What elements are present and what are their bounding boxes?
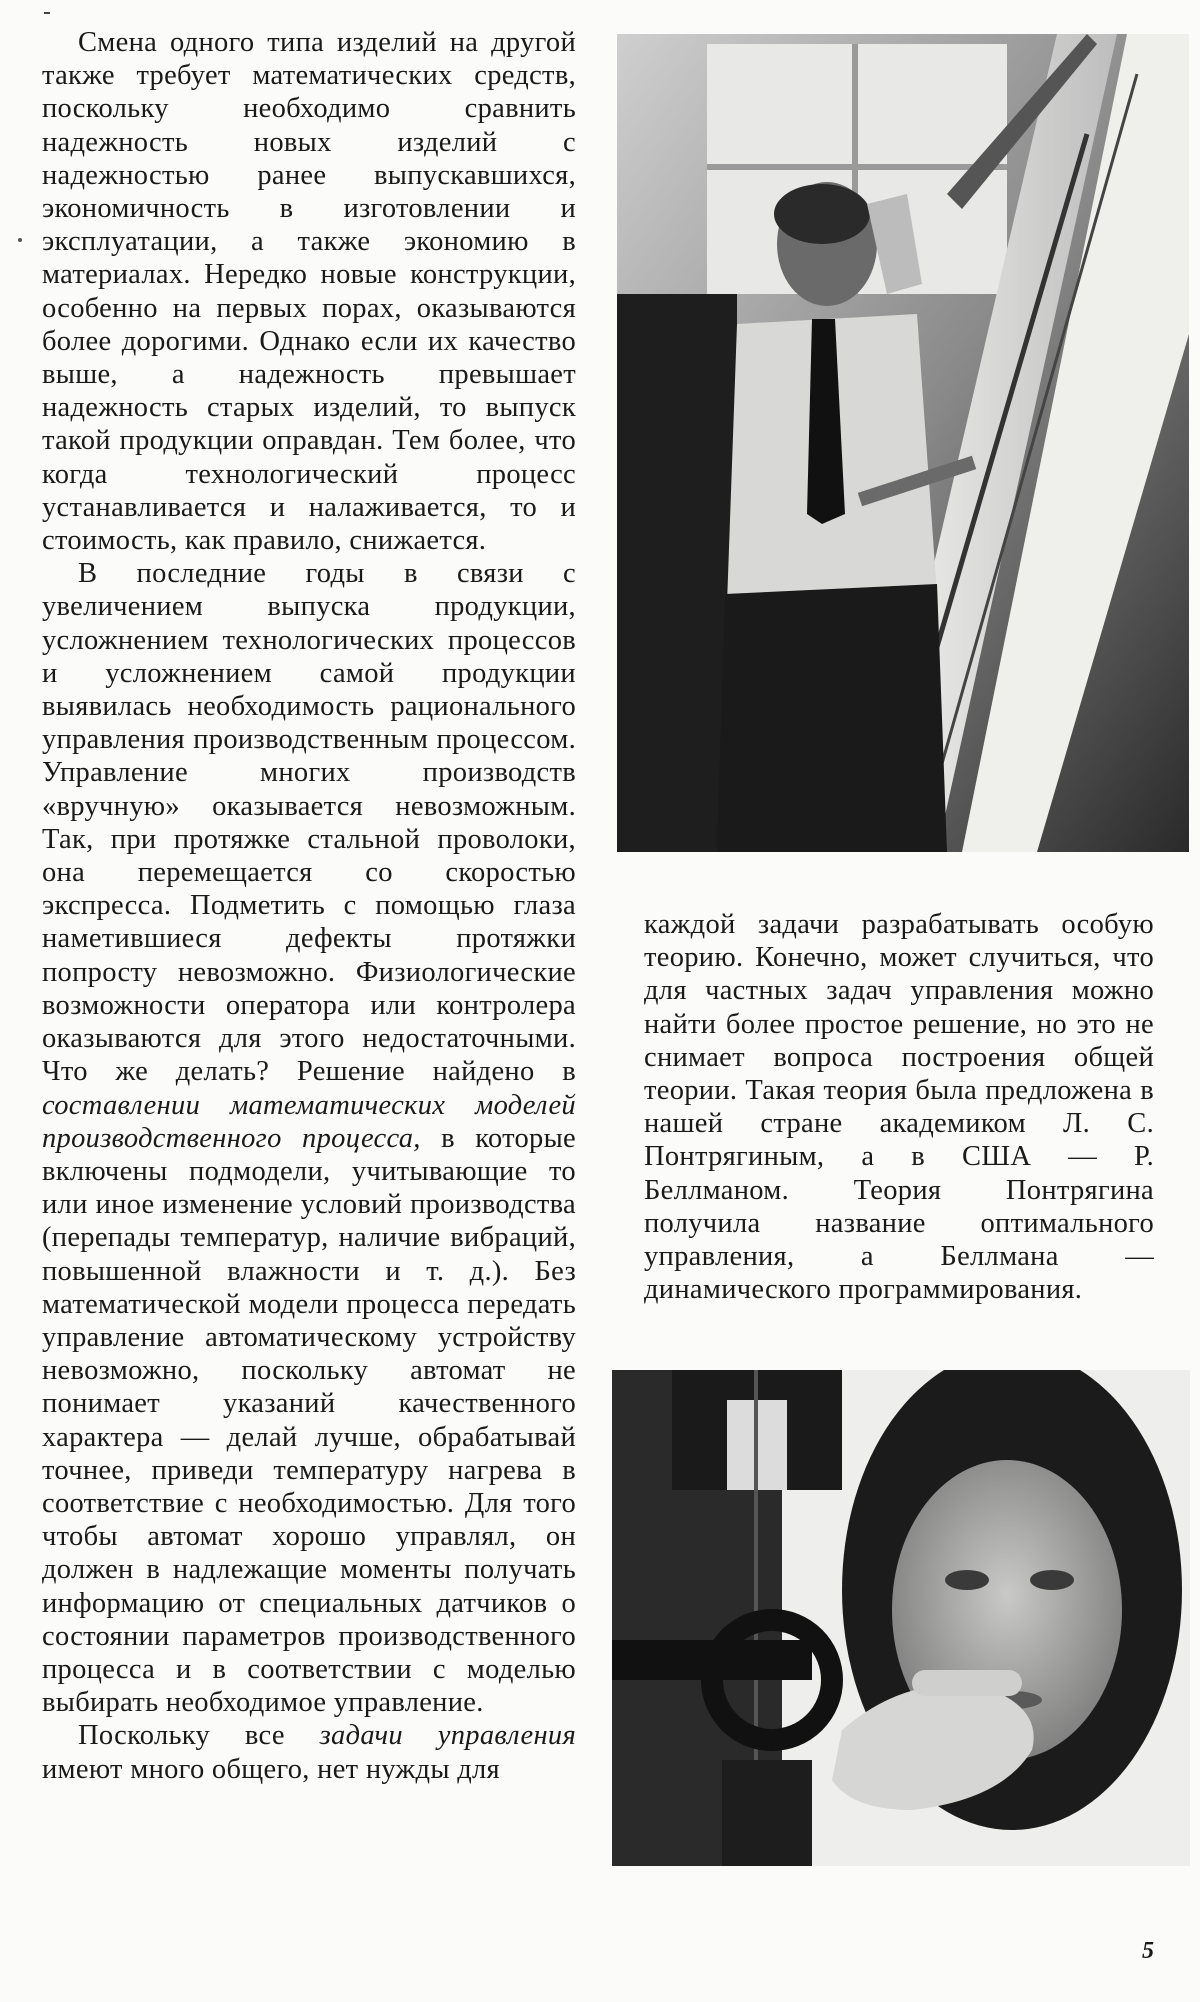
page-number: 5 bbox=[1142, 1938, 1154, 1964]
text-run: имеют много общего, нет нужды для bbox=[42, 1753, 500, 1785]
italic-phrase: составлении математических моделей производственного процесса, bbox=[42, 1089, 576, 1154]
scan-dot bbox=[18, 238, 22, 242]
photo-illustration bbox=[612, 1370, 1190, 1866]
photo-woman-with-micrometer-icon bbox=[612, 1370, 1190, 1866]
text-run: Смена одного типа изделий на другой также требует математических средств, поскольку необходимо сравнить надежность новых изделий с надежностью ранее выпускавшихся, экономичность в изготовлении и эксплуатации, а также экономию в материалах. Нередко новые конструкции, особенно на первых порах, оказываются более дорогими. Однако если их качество выше, а надежность превышает надежность старых изделий, то выпуск такой продукции оправдан. Тем более, что когда технологический процесс устанавливается и налаживается, то и стоимость, как правило, снижается. bbox=[42, 27, 576, 557]
paragraph bbox=[42, 1719, 576, 1785]
italic-phrase: задачи управления bbox=[319, 1720, 576, 1752]
scan-mark bbox=[44, 12, 50, 14]
paragraph bbox=[42, 557, 576, 1719]
right-text-column bbox=[644, 908, 1154, 1306]
photo-man-at-drafting-board-icon bbox=[617, 34, 1189, 852]
paragraph bbox=[42, 26, 576, 557]
paragraph bbox=[644, 908, 1154, 1306]
photo-illustration bbox=[617, 34, 1189, 852]
text-run: Поскольку все bbox=[78, 1720, 320, 1752]
text-run: В последние годы в связи с увеличением выпуска продукции, усложнением технологических процессов и усложнением самой продукции выявилась необходимость рационального управления производственным процессом. Управление многих производств «вручную» оказывается невозможным. Так, при протяжке стальной проволоки, она перемещается со скоростью экспресса. Подметить с помощью глаза наметившиеся дефекты протяжки попросту невозможно. Физиологические возможности оператора или контролера оказываются для этого недостаточными. Что же делать? Решение найдено в bbox=[42, 558, 576, 1088]
text-run: каждой задачи разрабатывать особую теорию. Конечно, может случиться, что для частных задач управления можно найти более простое решение, но это не снимает вопроса построения общей теории. Такая теория была предложена в нашей стране академиком Л. С. Понтрягиным, а в США — Р. Беллманом. Теория Понтрягина получила название оптимального управления, а Беллмана — динамического программирования. bbox=[644, 909, 1154, 1306]
left-text-column bbox=[42, 26, 576, 1786]
text-run: в которые включены подмодели, учитывающие то или иное изменение условий производства (перепады температур, наличие вибраций, повышенной влажности и т. д.). Без математической модели процесса передать управление автоматическому устройству невозможно, поскольку автомат не понимает указаний качественного характера — делай лучше, обрабатывай точнее, приведи температуру нагрева в соответствие с необходимостью. Для того чтобы автомат хорошо управлял, он должен в надлежащие моменты получать информацию от специальных датчиков о состоянии параметров производственного процесса и в соответствии с моделью выбирать необходимое управление. bbox=[42, 1122, 577, 1719]
